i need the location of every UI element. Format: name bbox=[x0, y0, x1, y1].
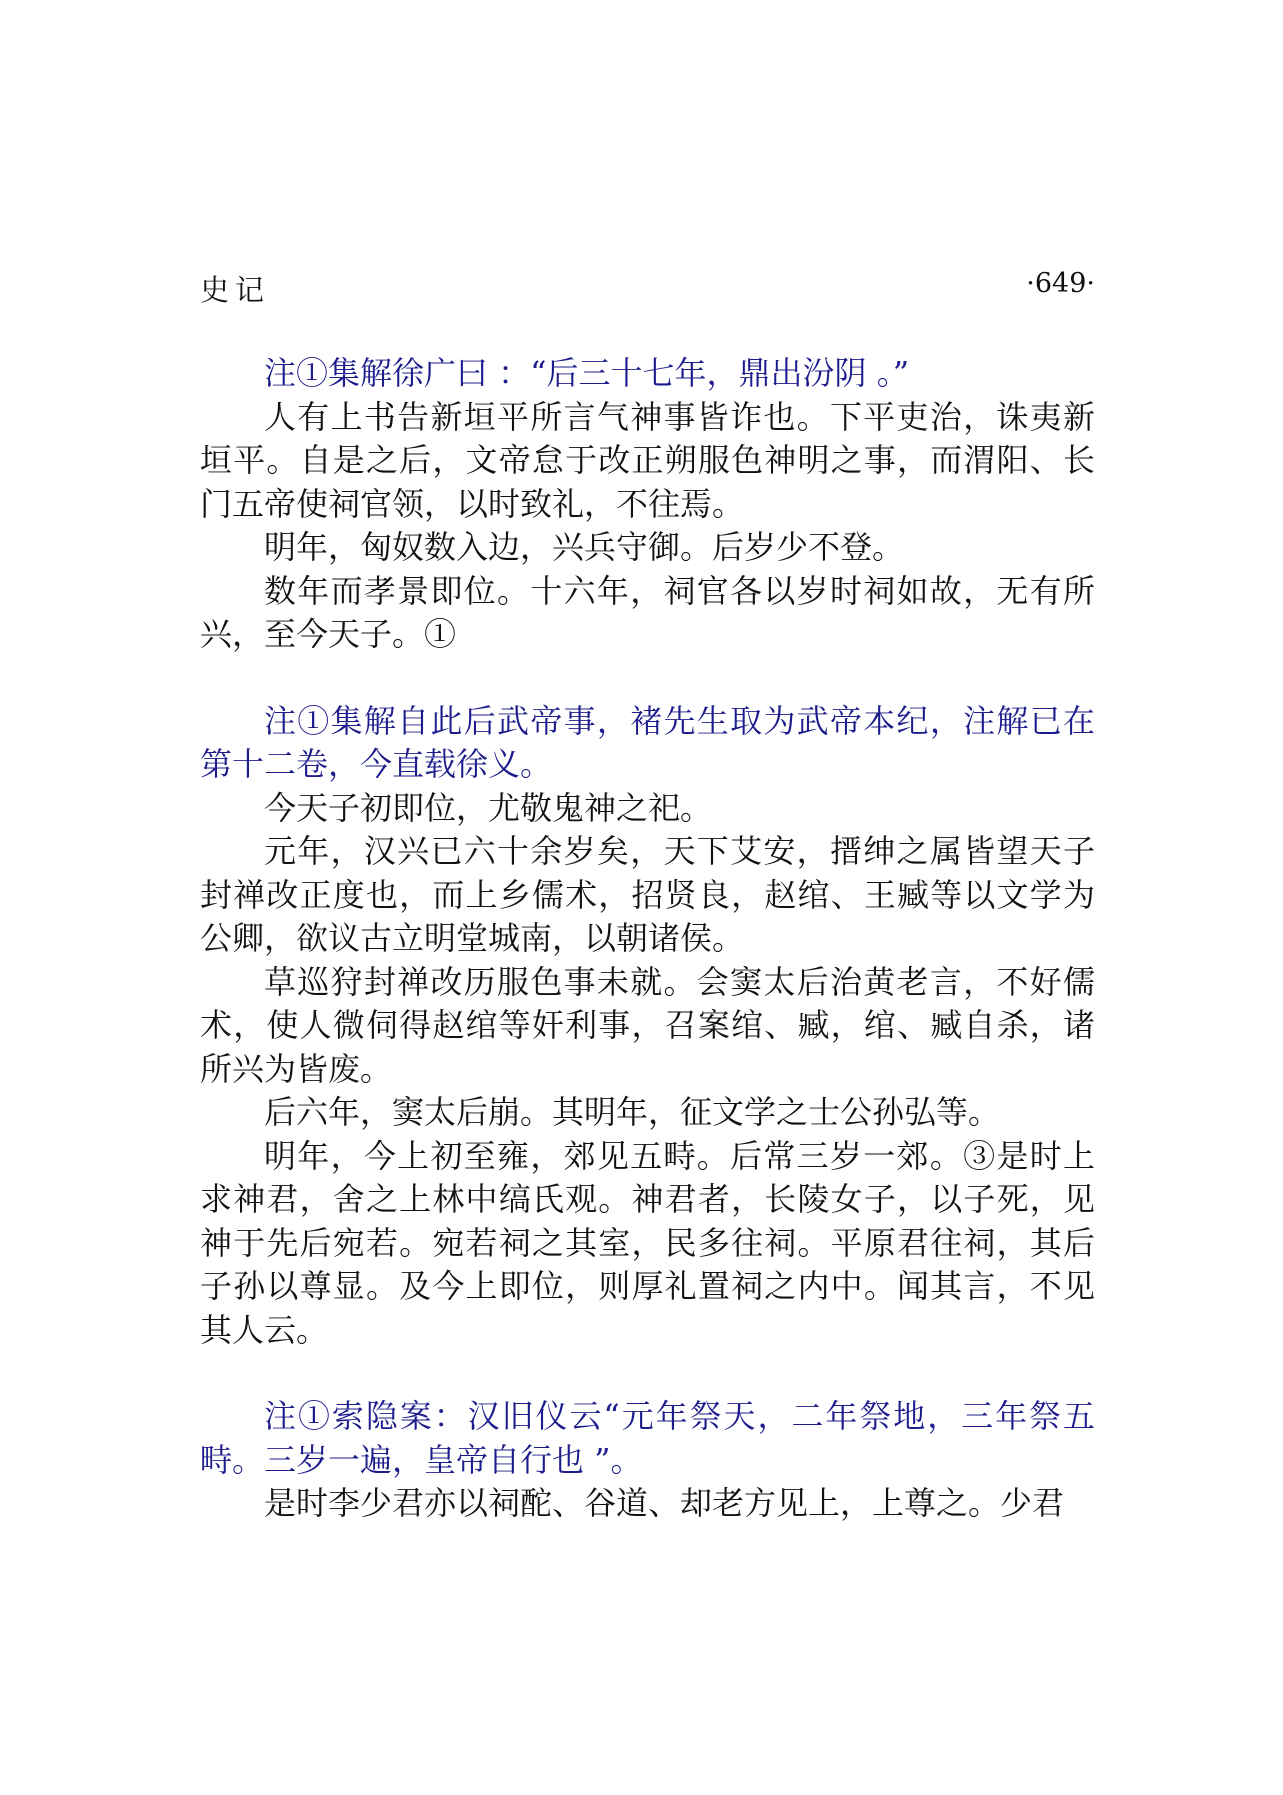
text-paragraph: 明年，匈奴数入边，兴兵守御。后岁少不登。 bbox=[264, 528, 905, 566]
page-number: ·649· bbox=[1026, 268, 1095, 299]
book-title: 史记 bbox=[200, 273, 271, 307]
text-paragraph: 元年，汉兴已六十余岁矣，天下艾安，搢绅之属皆望天子封禅改正度也，而上乡儒术，招贤良，赵绾、王臧等以文学为公卿，欲议古立明堂城南，以朝诸侯。 bbox=[200, 832, 1095, 957]
body-text bbox=[200, 352, 1095, 1526]
page-header bbox=[200, 268, 1095, 308]
text-paragraph: 明年，今上初至雍，郊见五畤。后常三岁一郊。③是时上求神君，舍之上林中缟氏观。神君者，长陵女子，以子死，见神于先后宛若。宛若祠之其室，民多往祠。平原君往祠，其后子孙以尊显。及今上即位，则厚礼置祠之内中。闻其言，不见其人云。 bbox=[200, 1136, 1095, 1349]
annotation-note: 注①集解徐广曰 ：“后三十七年，鼎出汾阴 。” bbox=[264, 354, 910, 392]
annotation-note: 注①集解自此后武帝事，褚先生取为武帝本纪，注解已在第十二卷，今直载徐义。 bbox=[200, 701, 1095, 783]
text-paragraph: 草巡狩封禅改历服色事未就。会窦太后治黄老言，不好儒术，使人微伺得赵绾等奸利事，召案绾、臧，绾、臧自杀，诸所兴为皆废。 bbox=[200, 962, 1095, 1088]
text-paragraph: 数年而孝景即位。十六年，祠官各以岁时祠如故，无有所兴，至今天子。① bbox=[200, 571, 1095, 653]
text-paragraph: 今天子初即位，尤敬鬼神之祀。 bbox=[264, 788, 713, 827]
paragraph-gap bbox=[200, 657, 1095, 700]
text-paragraph: 后六年，窦太后崩。其明年，征文学之士公孙弘等。 bbox=[264, 1093, 1001, 1131]
text-paragraph: 人有上书告新垣平所言气神事皆诈也。下平吏治，诛夷新垣平。自是之后，文帝怠于改正朔服色神明之事，而渭阳、长门五帝使祠官领，以时致礼，不往焉。 bbox=[200, 397, 1095, 523]
annotation-note: 注①索隐案：汉旧仪云“元年祭天，二年祭地，三年祭五畤。三岁一遍，皇帝自行也 ”。 bbox=[200, 1397, 1095, 1479]
text-paragraph: 是时李少君亦以祠酡、谷道、却老方见上，上尊之。少君 bbox=[264, 1484, 1065, 1522]
paragraph-gap bbox=[200, 1352, 1095, 1395]
